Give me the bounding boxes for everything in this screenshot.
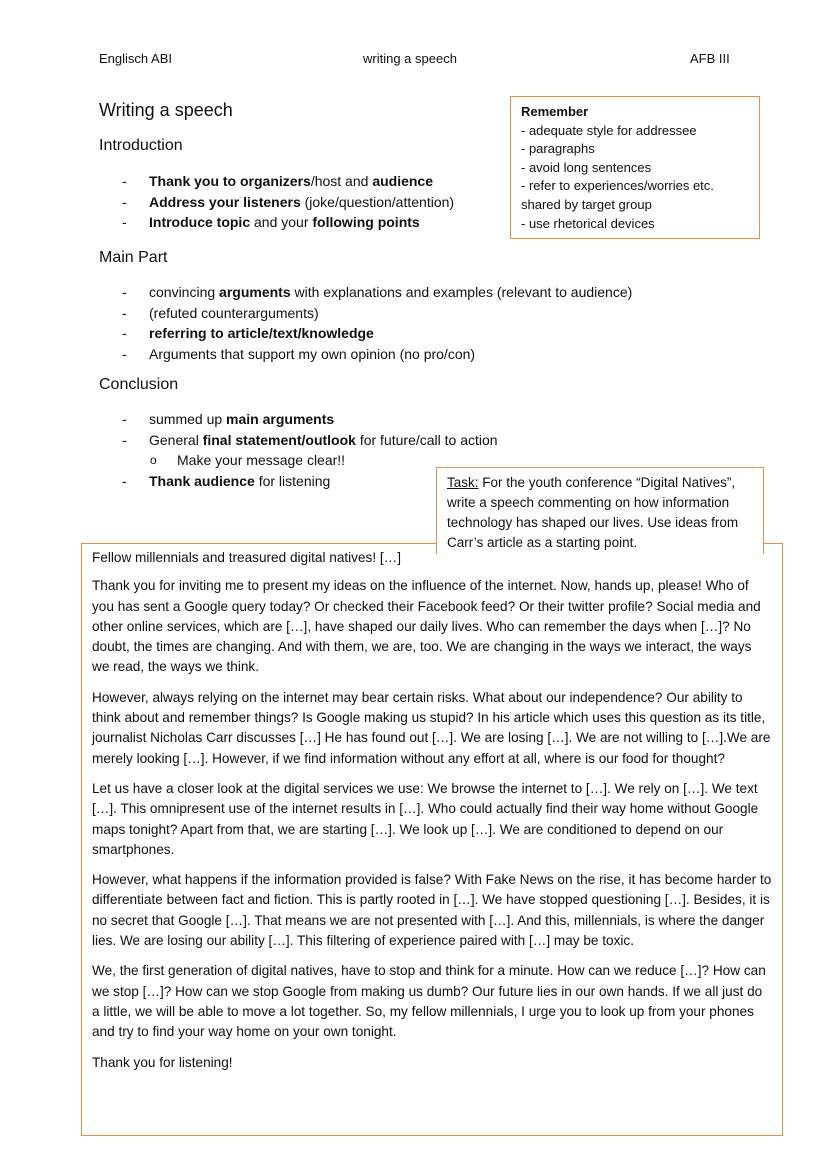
header-topic: writing a speech xyxy=(363,51,457,66)
main-part-list xyxy=(122,282,632,364)
list-item: - Address your listeners (joke/question/attention) xyxy=(122,192,454,213)
speech-paragraph: However, always relying on the internet may bear certain risks. What about our independence? Our ability to think about and remember things? Is Google making us stupid? In his article which uses this question as its title, journalist Nicholas Carr discusses […] He has found out […]. We are losing […]. We are not willing to […].We are merely looking […]. However, if we find information without any effort at all, where is our food for thought? xyxy=(92,689,771,766)
task-label: Task: xyxy=(447,475,479,490)
list-item: - summed up main arguments xyxy=(122,409,498,430)
list-item: - Thank audience for listening xyxy=(122,471,498,492)
speech-paragraph: We, the first generation of digital natives, have to stop and think for a minute. How can we reduce […]? How can we stop […]? How can we stop Google from making us dumb? Our future lies in our own hands. If we all just do a little, we will be able to move a lot together. So, my fellow millennials, I urge you to look up from your phones and try to find your way home on your own tonight. xyxy=(92,963,766,1040)
speech-paragraph: Thank you for inviting me to present my ideas on the influence of the internet. Now, hands up, please! Who of you has sent a Google query today? Or checked their Facebook feed? Or their twitter profile? Social media and other online services, which are […], have shaped our daily lives. Who can remember the days when […]? No doubt, the times are changing. And with them, we are, too. We are changing in the ways we interact, the ways we read, the ways we think. xyxy=(92,578,761,675)
conclusion-heading: Conclusion xyxy=(99,376,179,393)
list-item: - Thank you to organizers/host and audience xyxy=(122,171,454,192)
list-item: - convincing arguments with explanations and examples (relevant to audience) xyxy=(122,282,632,303)
remember-item: - avoid long sentences xyxy=(521,159,652,175)
list-item: - Introduce topic and your following points xyxy=(122,212,454,233)
page-title: Writing a speech xyxy=(99,100,233,120)
task-text: For the youth conference “Digital Natives”, write a speech commenting on how information technology has shaped our lives. Use ideas from Carr’s article as a starting point. xyxy=(447,475,739,550)
remember-box xyxy=(510,96,760,239)
speech-paragraph: Let us have a closer look at the digital services we use: We browse the internet to […]. We rely on […]. We text […]. This omnipresent use of the internet results in […]. Who could actually find their way home without Google maps tonight? Apart from that, we are starting […]. We look up […]. We are conditioned to depend on our smartphones. xyxy=(92,780,759,857)
header-subject: Englisch ABI xyxy=(99,51,172,66)
main-part-heading: Main Part xyxy=(99,249,168,266)
header-level: AFB III xyxy=(690,51,730,66)
speech-paragraph: Thank you for listening! xyxy=(92,1054,233,1070)
introduction-heading: Introduction xyxy=(99,137,183,154)
speech-paragraph: Fellow millennials and treasured digital natives! […] xyxy=(92,550,402,565)
speech-paragraph: However, what happens if the information provided is false? With Fake News on the rise, it has become harder to differentiate between fact and fiction. This is partly rooted in […]. We have stopped questioning […]. Besides, it is no secret that Google […]. That means we are not presented with […]. And this, millennials, is where the danger lies. We are losing our ability […]. This filtering of experience paired with […] may be toxic. xyxy=(92,872,772,949)
remember-item: shared by target group xyxy=(521,196,652,212)
introduction-list xyxy=(122,171,454,233)
list-item: - General final statement/outlook for future/call to action xyxy=(122,430,498,451)
task-box xyxy=(436,467,764,554)
list-item: - Arguments that support my own opinion (no pro/con) xyxy=(122,344,632,365)
list-item: - (refuted counterarguments) xyxy=(122,303,632,324)
remember-title: Remember xyxy=(521,104,589,119)
remember-item: - refer to experiences/worries etc. xyxy=(521,178,714,194)
speech-box xyxy=(81,543,783,1136)
list-item: - referring to article/text/knowledge xyxy=(122,323,632,344)
remember-item: - paragraphs xyxy=(521,141,595,157)
list-sub-item: o Make your message clear!! xyxy=(122,450,498,471)
remember-item: - adequate style for addressee xyxy=(521,122,697,138)
remember-item: - use rhetorical devices xyxy=(521,215,655,231)
